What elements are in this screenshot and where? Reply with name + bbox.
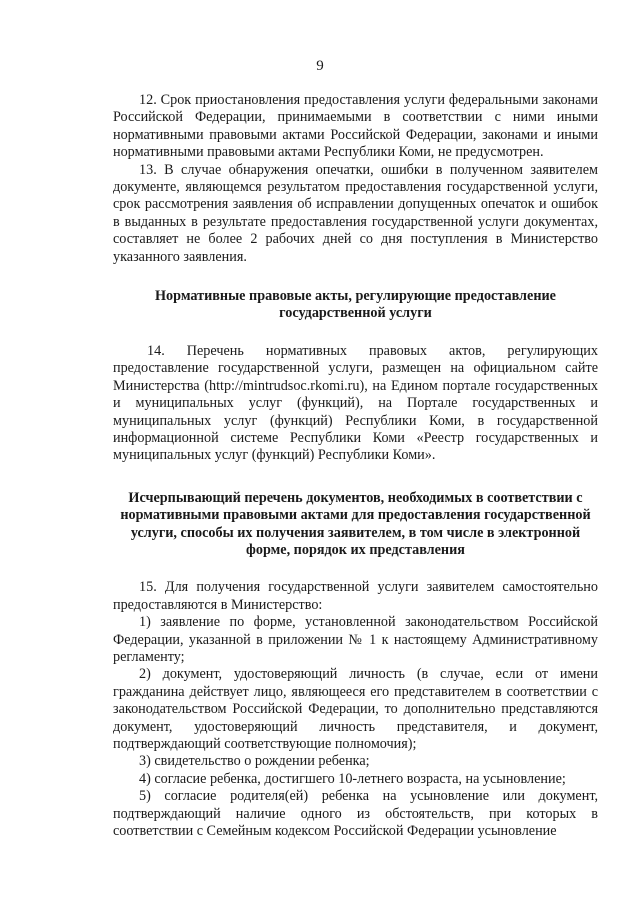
- page-number: 9: [316, 58, 324, 74]
- list-item-2: 2) документ, удостоверяющий личность (в случае, если от имени гражданина действует лицо, являющееся его представителем в соответствии с законодательством Российской Федерации, то дополнительно представляются документ, удостоверяющий личность представителя, и документ, подтверждающий соответствующие полномочия);: [113, 666, 598, 752]
- section-heading-documents-list: Исчерпывающий перечень документов, необходимых в соответствии с нормативными правовыми актами для предоставления государственной услуги, способы их получения заявителем, в том числе в электронной форме, порядок их представления: [120, 489, 591, 558]
- paragraph-12: 12. Срок приостановления предоставления услуги федеральными законами Российской Федерации, принимаемыми в соответствии с ними иными нормативными правовыми актами Российской Федерации, законами и иными нормативными правовыми актами Республики Коми, не предусмотрен.: [113, 92, 598, 161]
- list-item-3: 3) свидетельство о рождении ребенка;: [139, 753, 370, 770]
- list-item-1: 1) заявление по форме, установленной законодательством Российской Федерации, указанной в приложении № 1 к настоящему Административному регламенту;: [113, 614, 598, 665]
- paragraph-15: 15. Для получения государственной услуги заявителем самостоятельно предоставляются в Министерство:: [113, 579, 598, 613]
- document-body: [113, 92, 598, 840]
- section-heading-normative-acts: Нормативные правовые акты, регулирующие предоставление государственной услуги: [155, 288, 556, 322]
- paragraph-14: 14. Перечень нормативных правовых актов, регулирующих предоставление государственной услуги, размещен на официальном сайте Министерства (http://mintrudsoc.rkomi.ru), на Едином портале государственных и муниципальных услуг (функций), на Портале государственных и муниципальных услуг (функций) Республики Коми, в государственной информационной системе Республики Коми «Реестр государственных и муниципальных услуг (функций) Республики Коми».: [113, 342, 598, 464]
- paragraph-13: 13. В случае обнаружения опечатки, ошибки в полученном заявителем документе, являющемся результатом предоставления государственной услуги, срок рассмотрения заявления об исправлении допущенных опечаток и ошибок в выданных в результате предоставления государственной услуги документах, составляет не более 2 рабочих дней со дня поступления в Министерство указанного заявления.: [113, 161, 598, 265]
- list-item-5: 5) согласие родителя(ей) ребенка на усыновление или документ, подтверждающий наличие одного из обстоятельств, при которых в соответствии с Семейным кодексом Российской Федерации усыновление: [113, 788, 598, 840]
- list-item-4: 4) согласие ребенка, достигшего 10-летнего возраста, на усыновление;: [139, 770, 566, 787]
